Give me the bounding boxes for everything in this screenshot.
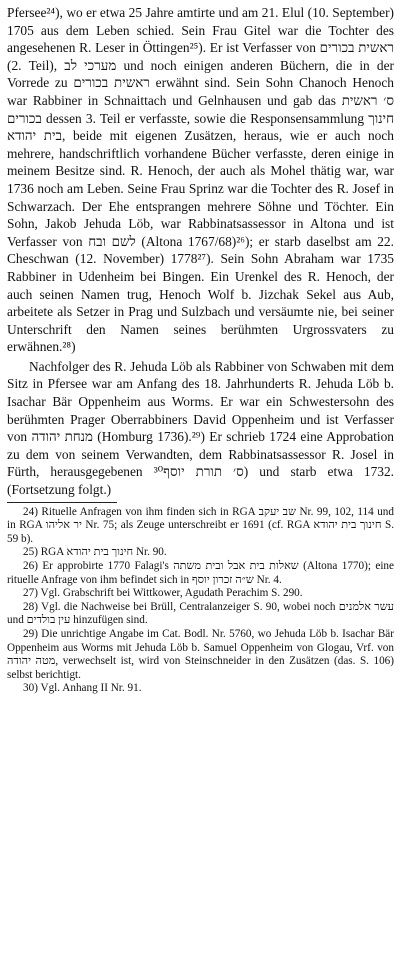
footnote-30: 30) Vgl. Anhang II Nr. 91. [23, 682, 142, 695]
footnote-29: 29) Die unrichtige Angabe im Cat. Bodl. Nr. 5760, wo Jehuda Löb b. Isachar Bär Oppenheim aus Worms mit Jehuda Löb b. Samuel Oppenheim von Glogau, Vrf. von מטה יהודה, verwechselt ist, wird von Steinschneider in den Zusätzen (das. S. 106) selbst berichtigt. [7, 627, 394, 681]
footnote-28: 28) Vgl. die Nachweise bei Brüll, Centralanzeiger S. 90, wobei noch עשר אלמנים und עין בולדים hinzufügen sind. [7, 600, 394, 627]
footnote-26: 26) Er approbirte 1770 Falagi's שאלות בית אבל ובית משתה (Altona 1770); eine rituelle Anfrage von ihm befindet sich in ש״ה זכרון יוסף Nr. 4. [7, 560, 394, 586]
footnote-separator [7, 502, 117, 503]
footnotes [7, 506, 394, 696]
footnote-27: 27) Vgl. Grabschrift bei Wittkower, Agudath Perachim S. 290. [23, 587, 303, 600]
paragraph-1: Pfersee²⁴), wo er etwa 25 Jahre amtirte und am 21. Elul (10. September) 1705 aus dem Leben schied. Sein Frau Gitel war die Tochter des angesehenen R. Leser in Öttingen²⁵). Er ist Verfasser von ראשית בכורים (2. Teil), מערכי לב und noch einigen anderen Büchern, die in der Vorrede zu ראשית בכורים erwähnt sind. Sein Sohn Chanoch Henoch war Rabbiner in Schnaittach und Gelnhausen und gab das ס׳ ראשית בכורים dessen 3. Teil er verfasste, sowie die Responsensammlung חינוך בית יהודא, beide mit eigenen Zusätzen, heraus, wie er auch noch mehrere, handschriftlich vorhandene Bücher verfasste, deren einige in meinem Besitze sind. R. Henoch, der auch als Mohel thätig war, war 1736 noch am Leben. Seine Frau Sprinz war die Tochter des R. Josef in Schwarzach. Der Ehe entsprangen mehrere Söhne und Töchter. Ein Sohn, Jakob Jehuda Löb, war Rabbinatsassessor in Altona und ist Verfasser von לשם ובח (Altona 1767/68)²⁶); er starb daselbst am 22. Cheschwan (12. November) 1778²⁷). Sein Sohn Abraham war 1735 Rabbiner in Udenheim bei Bingen. Ein Urenkel des R. Henoch, der auch seinen Namen trug, Henoch Wolf b. Jizchak Sekel aus Aub, arbeitete als Setzer in Prag und Sulzbach und versäumte nie, bei seiner Unterschrift den Namen seines berühmten Urgrossvaters zu erwähnen.²⁸) [7, 5, 395, 355]
footnote-24: 24) Rituelle Anfragen von ihm finden sich in RGA שב יעקב Nr. 99, 102, 114 und in RGA יר אליהו Nr. 75; als Zeuge unterschreibt er 1691 (cf. RGA חינוך בית יהודא S. 59 b). [7, 505, 394, 545]
main-text [7, 4, 394, 499]
paragraph-2: Nachfolger des R. Jehuda Löb als Rabbiner von Schwaben mit dem Sitz in Pfersee war am Anfang des 18. Jahrhunderts R. Jehuda Löb b. Isachar Bär Oppenheim aus Worms. Er war ein Schwestersohn des berühmten Prager Oberrabbiners David Oppenheim und ist Verfasser von מנחת יהודה (Homburg 1736).²⁹) Er schrieb 1724 eine Approbation zu dem von seinem Verwandten, dem Rabbinatsassessor R. Josel in Fürth, herausgegebenen ס׳ תורת יוסף³⁰) und starb etwa 1732. (Fortsetzung folgt.) [7, 358, 395, 498]
footnote-25: 25) RGA חינוך בית יהודא Nr. 90. [23, 546, 167, 559]
